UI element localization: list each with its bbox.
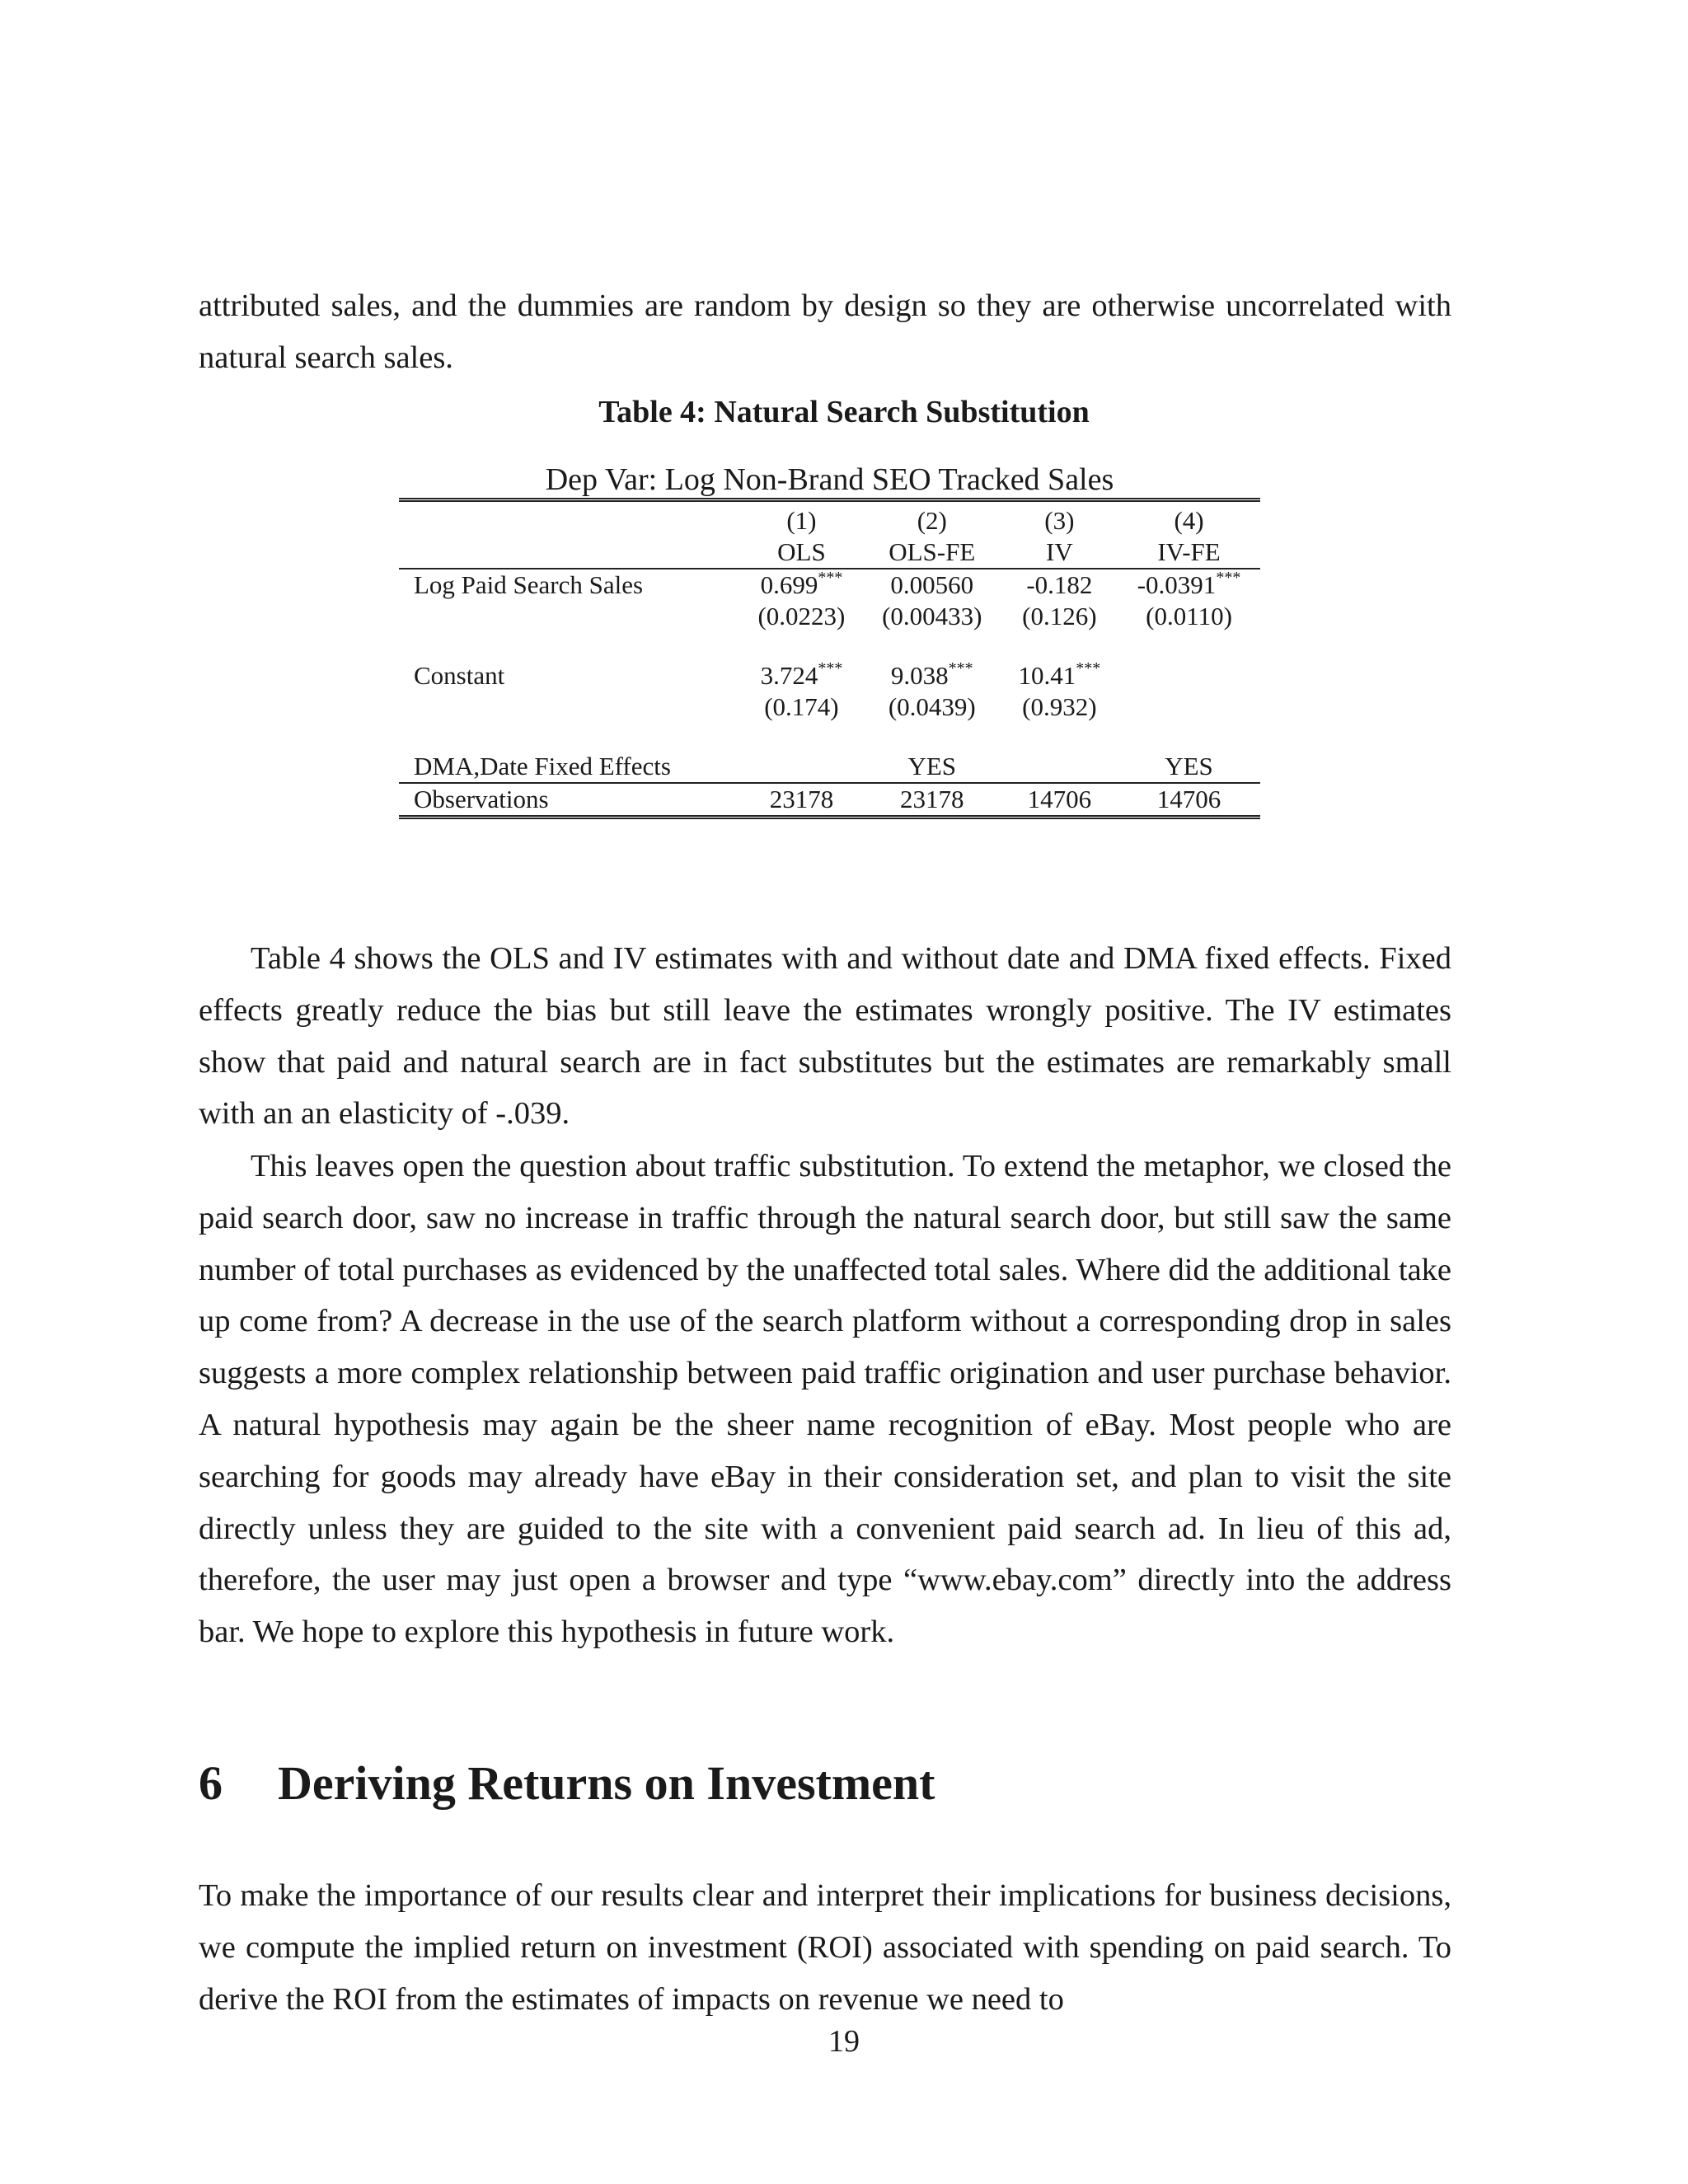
section-number: 6 <box>199 1756 223 1810</box>
significance-stars: *** <box>1216 568 1241 587</box>
table-caption: Table 4: Natural Search Substitution <box>598 395 1090 429</box>
body-paragraph: This leaves open the question about traffic substitution. To extend the metaphor, we closed the paid search door, saw no increase in traffic through the natural search door, but still saw the same number of total purchases as evidenced by the unaffected total sales. Where did the additional take up come from? A decrease in the use of the search platform without a corresponding drop in sales suggests a more complex relationship between paid traffic origination and user purchase behavior. A natural hypothesis may again be the sheer name recognition of eBay. Most people who are searching for goods may already have eBay in their consideration set, and plan to visit the site directly unless they are guided to the site with a convenient paid search ad. In lieu of this ad, therefore, the user may just open a browser and type “www.ebay.com” directly into the address bar. We hope to explore this hypothesis in future work. <box>199 1149 1451 1650</box>
coefficient-cell: 3.724*** <box>760 658 843 690</box>
column-model-row <box>399 537 1260 569</box>
column-model: OLS <box>740 537 863 569</box>
regression-table <box>399 498 1260 819</box>
fixed-effects-cell <box>740 751 863 783</box>
coefficient-cell: 9.038*** <box>890 658 973 690</box>
standard-error-cell: (0.0223) <box>757 602 846 630</box>
significance-stars: *** <box>818 658 843 677</box>
row-label: Log Paid Search Sales <box>414 570 644 599</box>
column-model: OLS-FE <box>863 537 1001 569</box>
observations-row <box>399 783 1260 818</box>
standard-error-row-constant <box>399 691 1260 723</box>
page-number: 19 <box>828 2024 860 2059</box>
section-heading <box>199 1755 935 1811</box>
header-spacer <box>399 500 740 537</box>
significance-stars: *** <box>948 658 973 677</box>
standard-error-row-log-paid-search <box>399 601 1260 632</box>
standard-error-cell: (0.174) <box>764 692 839 721</box>
standard-error-cell: (0.932) <box>1022 692 1097 721</box>
spacer-row <box>399 632 1260 660</box>
observations-cell: 23178 <box>769 785 834 813</box>
coefficient-row-log-paid-search <box>399 569 1260 601</box>
section-title: Deriving Returns on Investment <box>278 1756 935 1810</box>
row-label: Observations <box>414 785 549 813</box>
fixed-effects-cell <box>1001 751 1118 783</box>
column-number: (4) <box>1174 506 1204 535</box>
standard-error-cell: (0.0439) <box>888 692 976 721</box>
coefficient-cell <box>1118 660 1260 691</box>
row-label: Constant <box>414 661 505 690</box>
coefficient-cell: 10.41*** <box>1018 658 1101 690</box>
body-paragraph: Table 4 shows the OLS and IV estimates with and without date and DMA fixed effects. Fixed effects greatly reduce the bias but still leave the estimates wrongly positive. The IV estimates show that paid and natural search are in fact substitutes but the estimates are remarkably small with an an elasticity of -.039. <box>199 941 1451 1132</box>
observations-cell: 23178 <box>900 785 964 813</box>
dependent-variable-label: Dep Var: Log Non-Brand SEO Tracked Sales <box>545 462 1114 497</box>
fixed-effects-cell: YES <box>863 751 1001 783</box>
fixed-effects-cell: YES <box>1118 751 1260 783</box>
standard-error-cell: (0.0110) <box>1146 602 1232 630</box>
coefficient-cell: -0.0391*** <box>1137 568 1241 599</box>
column-number-row <box>399 500 1260 537</box>
column-number: (3) <box>1044 506 1075 535</box>
coefficient-cell: -0.182 <box>1026 570 1093 599</box>
column-number: (1) <box>786 506 817 535</box>
spacer-row <box>399 723 1260 751</box>
column-model: IV <box>1001 537 1118 569</box>
intro-paragraph: attributed sales, and the dummies are random by design so they are otherwise uncorrelated with natural search sales. <box>199 288 1451 375</box>
section-paragraph: To make the importance of our results clear and interpret their implications for business decisions, we compute the implied return on investment (ROI) associated with spending on paid search. To derive the ROI from the estimates of impacts on revenue we need to <box>199 1878 1451 2017</box>
standard-error-cell <box>1118 691 1260 723</box>
significance-stars: *** <box>818 568 843 587</box>
column-model: IV-FE <box>1118 537 1260 569</box>
row-label: DMA,Date Fixed Effects <box>399 751 740 783</box>
observations-cell: 14706 <box>1027 785 1092 813</box>
observations-cell: 14706 <box>1156 785 1221 813</box>
header-spacer <box>399 537 740 569</box>
standard-error-cell: (0.00433) <box>882 602 982 630</box>
significance-stars: *** <box>1076 658 1101 677</box>
coefficient-cell: 0.00560 <box>890 570 974 599</box>
column-number: (2) <box>917 506 947 535</box>
standard-error-cell: (0.126) <box>1022 602 1097 630</box>
coefficient-cell: 0.699*** <box>760 568 843 599</box>
fixed-effects-row <box>399 751 1260 783</box>
coefficient-row-constant <box>399 660 1260 691</box>
